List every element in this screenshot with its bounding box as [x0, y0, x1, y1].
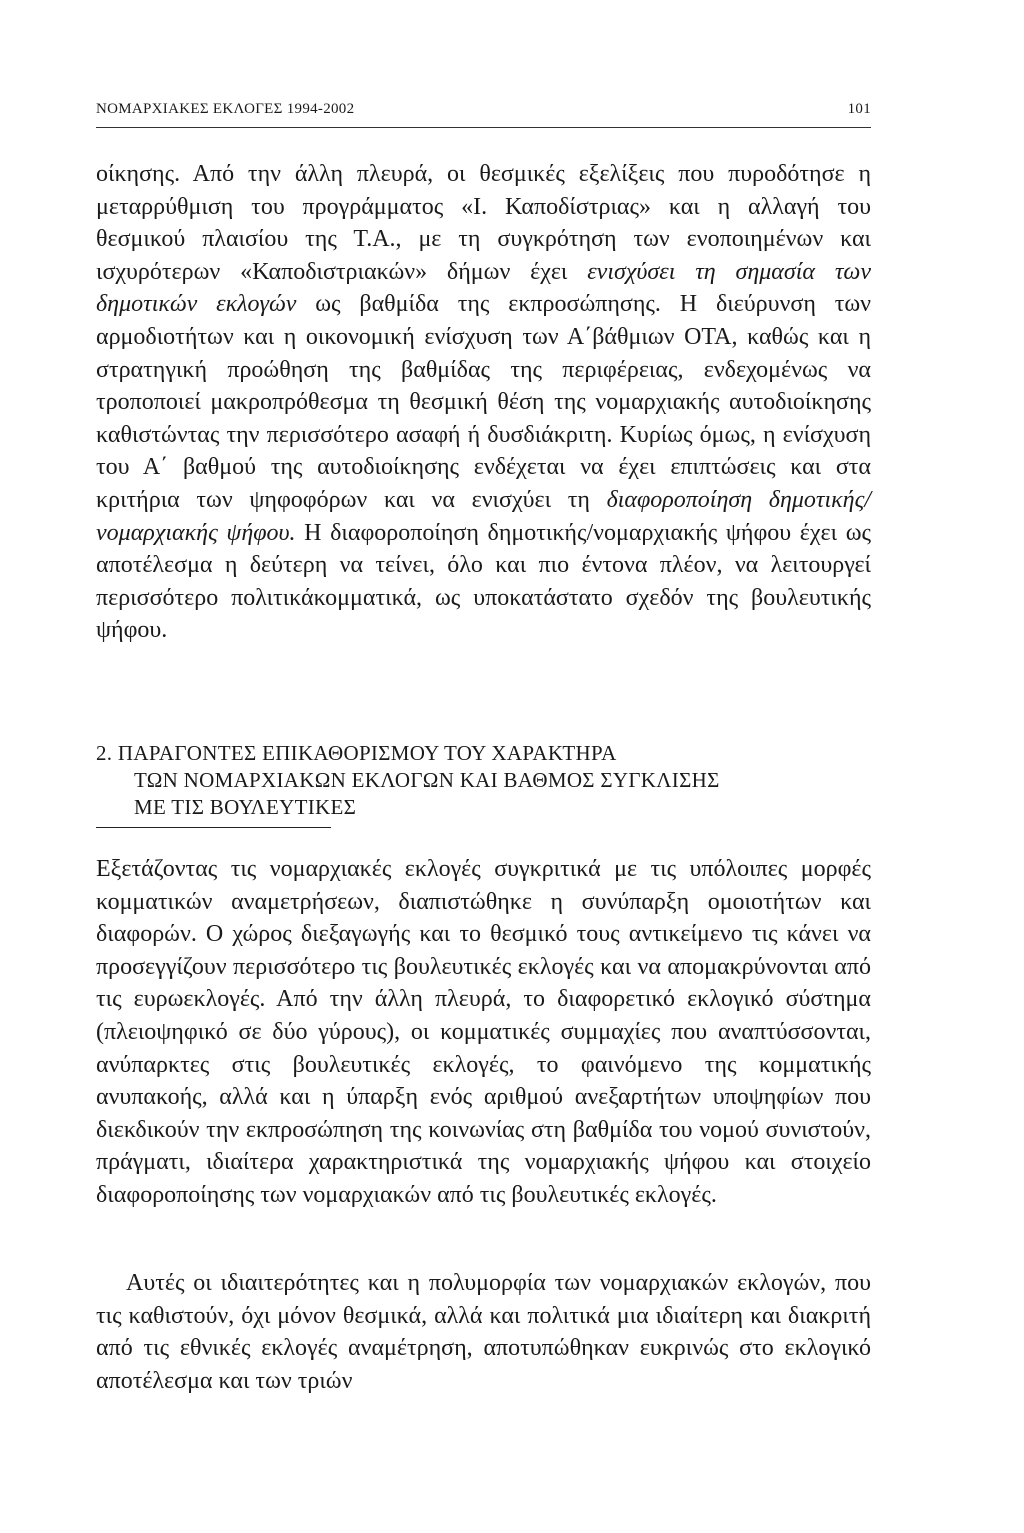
page-number: 101 [847, 101, 871, 117]
header-rule [96, 127, 871, 128]
section-heading-line-1: 2. ΠΑΡΑΓΟΝΤΕΣ ΕΠΙΚΑΘΟΡΙΣΜΟΥ ΤΟΥ ΧΑΡΑΚΤΗΡΑ [96, 741, 617, 765]
paragraph-1-text-b: ως βαθμίδα της εκπροσώπησης. Η διεύρυνση των αρμοδιοτήτων και η οικονομική ενίσχυση των Α΄βάθμιων ΟΤΑ, καθώς και η στρατηγική προώθηση της βαθμίδας της περιφέρειας, ενδεχομένως να τροποποιεί μακροπρόθεσμα τη θεσμική θέση της νομαρχιακής αυτοδιοίκησης καθιστώντας την περισσότερο ασαφή ή δυσδιάκριτη. Κυρίως όμως, η ενίσχυση του Α΄ βαθμού της αυτοδιοίκησης ενδέχεται να έχει επιπτώσεις και στα κριτήρια των ψηφοφόρων και να ενισχύει τη [96, 291, 872, 513]
paragraph-3: Αυτές οι ιδιαιτερότητες και η πολυμορφία των νομαρχιακών εκλογών, που τις καθιστούν, όχι μόνον θεσμικά, αλλά και πολιτικά μια ιδιαίτερη και διακριτή από τις εθνικές εκλογές αναμέτρηση, αποτυπώθηκαν ευκρινώς στο εκλογικό αποτέλεσμα και των τριών [96, 1270, 871, 1394]
running-title: ΝΟΜΑΡΧΙΑΚΕΣ ΕΚΛΟΓΕΣ 1994-2002 [96, 101, 355, 117]
paragraph-1 [96, 158, 871, 647]
section-rule [96, 827, 331, 828]
paragraph-1-emphasis-a: ενισχύσει τη σημασία των δημοτικών εκλογών [96, 258, 872, 318]
section-heading-line-2: ΤΩΝ ΝΟΜΑΡΧΙΑΚΩΝ ΕΚΛΟΓΩΝ ΚΑΙ ΒΑΘΜΟΣ ΣΥΓΚΛΙΣΗΣ [134, 768, 720, 792]
section-heading [96, 740, 871, 821]
paragraph-1-text-c: Η διαφοροποίηση δημοτικής/νομαρχιακής ψήφου έχει ως αποτέλεσμα η δεύτερη να τείνει, όλο και πιο έντονα πλέον, να λειτουργεί περισσότερο πολιτικάκομματικά, ως υποκατάστατο σχεδόν της βουλευτικής ψήφου. [96, 519, 871, 644]
running-header [96, 101, 871, 124]
paragraph-1-emphasis-b: διαφοροποίηση δημοτικής/νομαρχιακής ψήφου. [96, 486, 871, 546]
paragraph-1-text-a: οίκησης. Από την άλλη πλευρά, οι θεσμικές εξελίξεις που πυροδότησε η μεταρρύθμιση του προγράμματος «Ι. Καποδίστριας» και η αλλαγή του θεσμικού πλαισίου της Τ.Α., με τη συγκρότηση των ενοποιημένων και ισχυρότερων «Καποδιστριακών» δήμων έχει [96, 161, 871, 285]
section-heading-line-3: ΜΕ ΤΙΣ ΒΟΥΛΕΥΤΙΚΕΣ [134, 795, 357, 819]
paragraph-2: Εξετάζοντας τις νομαρχιακές εκλογές συγκριτικά με τις υπόλοιπες μορφές κομματικών αναμετρήσεων, διαπιστώθηκε η συνύπαρξη ομοιοτήτων και διαφορών. Ο χώρος διεξαγωγής και το θεσμικό τους αντικείμενο τις κάνει να προσεγγίζουν περισσότερο τις βουλευτικές εκλογές και να απομακρύνονται από τις ευρωεκλογές. Από την άλλη πλευρά, το διαφορετικό εκλογικό σύστημα (πλειοψηφικό σε δύο γύρους), οι κομματικές συμμαχίες που αναπτύσσονται, ανύπαρκτες στις βουλευτικές εκλογές, το φαινόμενο της κομματικής ανυπακοής, αλλά και η ύπαρξη ενός αριθμού ανεξαρτήτων υποψηφίων που διεκδικούν την εκπροσώπηση της κοινωνίας στη βαθμίδα του νομού συνιστούν, πράγματι, ιδιαίτερα χαρακτηριστικά της νομαρχιακής ψήφου και στοιχείο διαφοροποίησης των νομαρχιακών από τις βουλευτικές εκλογές. [96, 856, 871, 1208]
